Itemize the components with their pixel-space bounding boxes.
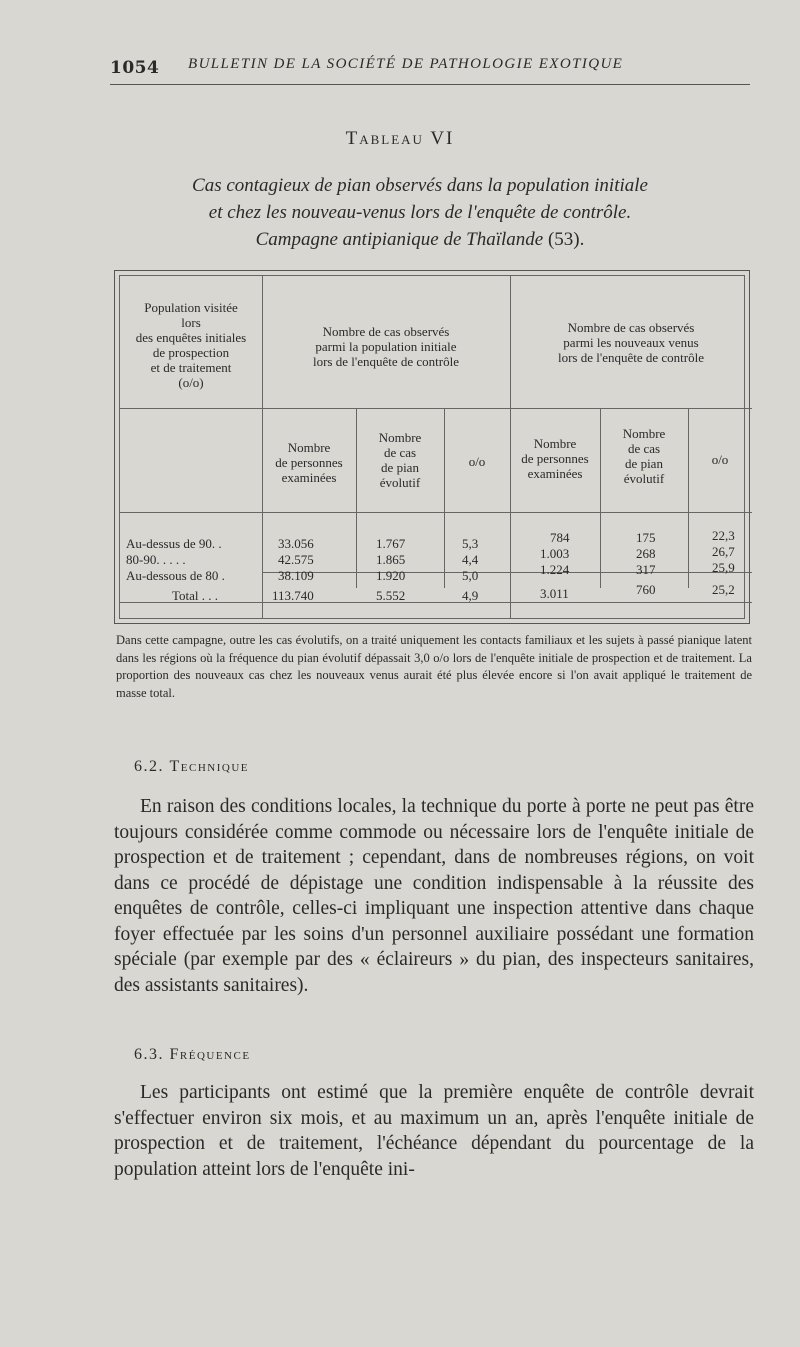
- row-label: Au-dessous de 80 .: [126, 568, 225, 583]
- col-population-header: Population visitée lors des enquêtes initiales de prospection et de traitement (o/o): [135, 300, 247, 390]
- caption-line-3: Campagne antipianique de Thaïlande: [255, 229, 544, 250]
- cell-persons-initial: 33.056: [278, 536, 314, 551]
- caption-line-2: et chez les nouveau-venus lors de l'enquête de contrôle.: [208, 202, 632, 223]
- journal-title: BULLETIN DE LA SOCIÉTÉ DE PATHOLOGIE EXOTIQUE: [188, 56, 624, 72]
- cell-persons-new: 1.224: [540, 562, 570, 577]
- cell-cases-new: 268: [636, 546, 656, 561]
- caption-line-1: Cas contagieux de pian observés dans la population initiale: [192, 175, 648, 196]
- total-persons-new: 3.011: [540, 586, 569, 601]
- caption-reference: (53).: [547, 229, 585, 250]
- cell-persons-new: 784: [550, 530, 570, 545]
- group-initial-header: Nombre de cas observés parmi la population initiale lors de l'enquête de contrôle: [312, 324, 459, 369]
- table-footnote: Dans cette campagne, outre les cas évolutifs, on a traité uniquement les contacts familiaux et les sujets à passé pianique latent dans les régions où la fréquence du pian évolutif dépassait 3,0 o/o lors de l'enquête initiale de prospection et de traitement. La proportion des nouveaux cas chez les nouveaux venus aurait été plus élevée encore si l'on avait appliqué le traitement de masse total.: [116, 633, 752, 700]
- section-number: 6.3.: [134, 1046, 164, 1063]
- table-caption: [120, 172, 720, 253]
- cell-persons-initial: 38.109: [278, 568, 314, 583]
- cell-pct-initial: 4,4: [462, 552, 479, 567]
- total-cases-initial: 5.552: [376, 588, 406, 603]
- cell-cases-initial: 1.767: [376, 536, 406, 551]
- paragraph-frequence: Les participants ont estimé que la première enquête de contrôle devrait s'effectuer environ six mois, et au maximum un an, après l'enquête initiale de prospection et de traitement, l'échéance dépendant du pourcentage de la population atteint lors de l'enquête ini-: [114, 1082, 754, 1180]
- sub-persons-new: Nombre de personnes examinées: [521, 436, 589, 481]
- cell-cases-initial: 1.920: [376, 568, 406, 583]
- running-header: [110, 54, 750, 85]
- cell-pct-new: 26,7: [712, 544, 735, 559]
- cell-pct-initial: 5,0: [462, 568, 479, 583]
- group-newcomers-header: Nombre de cas observés parmi les nouveaux venus lors de l'enquête de contrôle: [557, 320, 704, 365]
- total-label: Total . . .: [172, 588, 219, 603]
- paragraph-technique: En raison des conditions locales, la technique du porte à porte ne peut pas être toujours considérée comme commode ou nécessaire lors de l'enquête initiale de prospection et de traitement ; cependant, dans de nombreuses régions, on voit dans ce procédé de dépistage une condition indispensable à la réussite des enquêtes de contrôle, celles-ci impliquant une inspection attentive dans chaque foyer effectuée par les soins d'un personnel auxiliaire possédant une formation spéciale (par exemple par des « éclaireurs » du pian, des inspecteurs sanitaires, des assistants sanitaires).: [114, 796, 754, 996]
- row-label: Au-dessus de 90. .: [126, 536, 222, 551]
- page-number: 1054: [110, 58, 160, 78]
- total-cases-new: 760: [636, 582, 656, 597]
- sub-cases-new: Nombre de cas de pian évolutif: [622, 426, 666, 486]
- sub-pct-new: o/o: [711, 452, 729, 467]
- cell-cases-new: 175: [636, 530, 656, 545]
- cell-pct-new: 25,9: [712, 560, 735, 575]
- sub-cases-initial: Nombre de cas de pian évolutif: [378, 430, 422, 490]
- total-pct-initial: 4,9: [462, 588, 479, 603]
- data-table: [114, 270, 750, 624]
- section-number: 6.2.: [134, 758, 164, 775]
- table-title: Tableau VI: [345, 128, 455, 149]
- total-pct-new: 25,2: [712, 582, 735, 597]
- section-heading-technique: [134, 758, 249, 776]
- cell-pct-initial: 5,3: [462, 536, 479, 551]
- sub-pct-initial: o/o: [468, 454, 486, 469]
- cell-pct-new: 22,3: [712, 528, 735, 543]
- section-heading-frequence: [134, 1046, 251, 1064]
- sub-persons-initial: Nombre de personnes examinées: [275, 440, 343, 485]
- total-persons-initial: 113.740: [272, 588, 314, 603]
- cell-cases-new: 317: [636, 562, 656, 577]
- cell-persons-initial: 42.575: [278, 552, 314, 567]
- row-label: 80-90. . . . .: [126, 552, 186, 567]
- section-title: Technique: [169, 758, 249, 775]
- section-title: Fréquence: [169, 1046, 251, 1063]
- cell-cases-initial: 1.865: [376, 552, 406, 567]
- table-inner-frame: [119, 275, 745, 619]
- cell-persons-new: 1.003: [540, 546, 570, 561]
